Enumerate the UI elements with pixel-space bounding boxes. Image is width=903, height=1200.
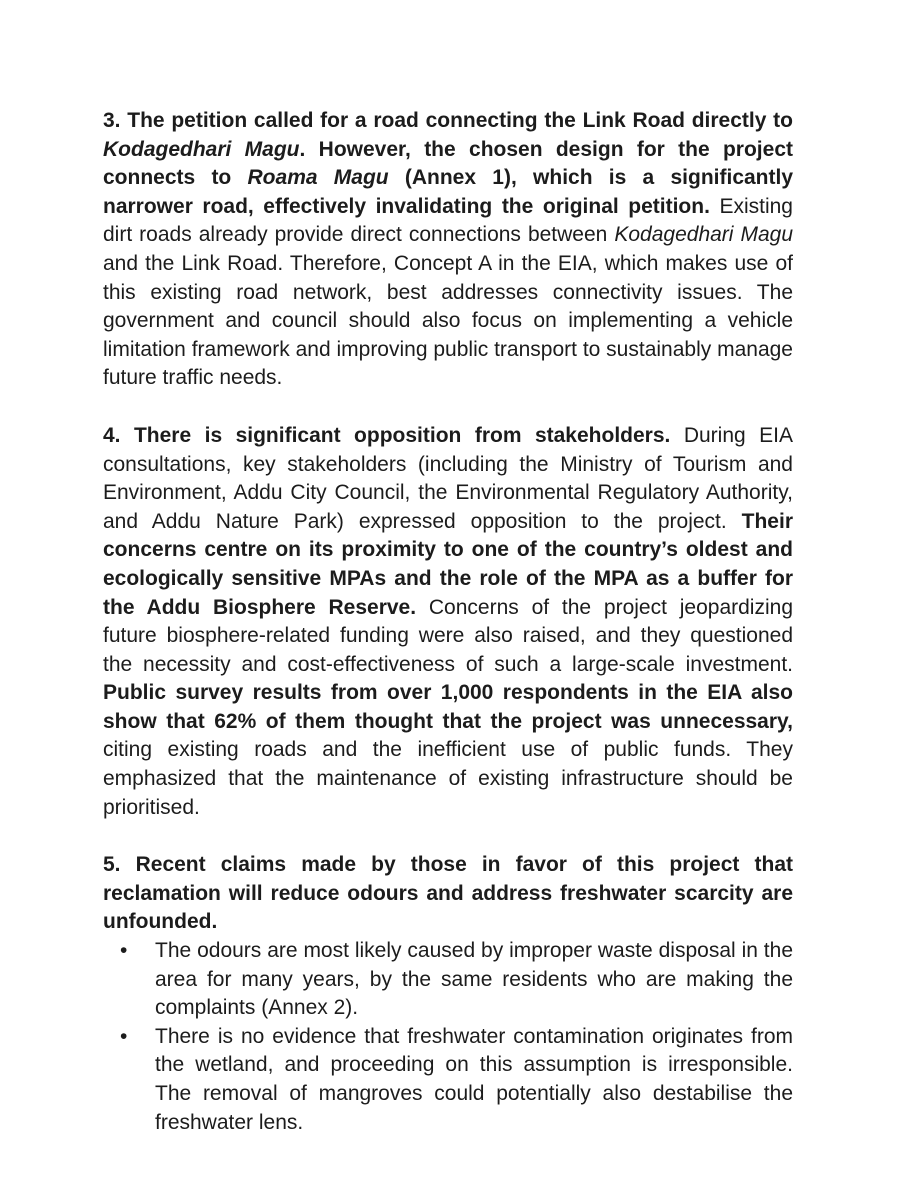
point-5-section <box>103 851 793 1137</box>
list-item <box>103 937 793 1023</box>
list-item-text: There is no evidence that freshwater contamination originates from the wetland, and proceeding on this assumption is irresponsible. The removal of mangroves could potentially also destabilise the freshwater lens. <box>155 1024 793 1134</box>
bullet-icon: • <box>120 1024 128 1048</box>
bullet-icon: • <box>120 939 128 963</box>
document-page <box>103 107 793 1137</box>
point-4-paragraph <box>103 422 793 822</box>
point-3-paragraph <box>103 107 793 393</box>
text-run: and the Link Road. Therefore, Concept A in the EIA, which makes use of this existing road network, best addresses connectivity issues. The government and council should also focus on implementing a vehicle limitation framework and improving public transport to sustainably manage future traffic needs. <box>103 251 793 390</box>
list-item <box>103 1023 793 1137</box>
text-run: 3. The petition called for a road connecting the Link Road directly to <box>103 109 793 132</box>
text-run: Their concerns centre on its proximity to one of the country’s oldest and ecologically sensitive MPAs and the role of the MPA as a buffer for the Addu Biosphere Reserve. <box>103 509 793 619</box>
text-run: . However, the chosen design for the project connects to <box>103 137 793 190</box>
text-run: citing existing roads and the inefficient use of public funds. They emphasized that the maintenance of existing infrastructure should be prioritised. <box>103 738 793 819</box>
text-run: (Annex 1), which is a significantly narrower road, effectively invalidating the original petition. <box>103 166 794 218</box>
text-run: During EIA consultations, key stakeholders (including the Ministry of Tourism and Environment, Addu City Council, the Environmental Regulatory Authority, and Addu Nature Park) expressed opposition to the project. <box>103 423 793 533</box>
text-run: Public survey results from over 1,000 respondents in the EIA also show that 62% of them thought that the project was unnecessary, <box>103 681 793 733</box>
text-run: Concerns of the project jeopardizing future biosphere-related funding were also raised, and they questioned the necessity and cost-effectiveness of such a large-scale investment. <box>103 595 793 676</box>
list-item-text: The odours are most likely caused by improper waste disposal in the area for many years, by the same residents who are making the complaints (Annex 2). <box>155 939 793 1020</box>
text-run: Existing dirt roads already provide direct connections between <box>103 194 793 247</box>
text-run: Roama Magu <box>247 166 389 190</box>
text-run: Kodagedhari Magu <box>103 137 300 161</box>
point-5-heading: 5. Recent claims made by those in favor of this project that reclamation will reduce odours and address freshwater scarcity are unfounded. <box>103 853 793 934</box>
point-5-bullet-list <box>103 937 793 1137</box>
text-run: Kodagedhari Magu <box>614 223 793 247</box>
text-run: 4. There is significant opposition from stakeholders. <box>103 423 671 447</box>
